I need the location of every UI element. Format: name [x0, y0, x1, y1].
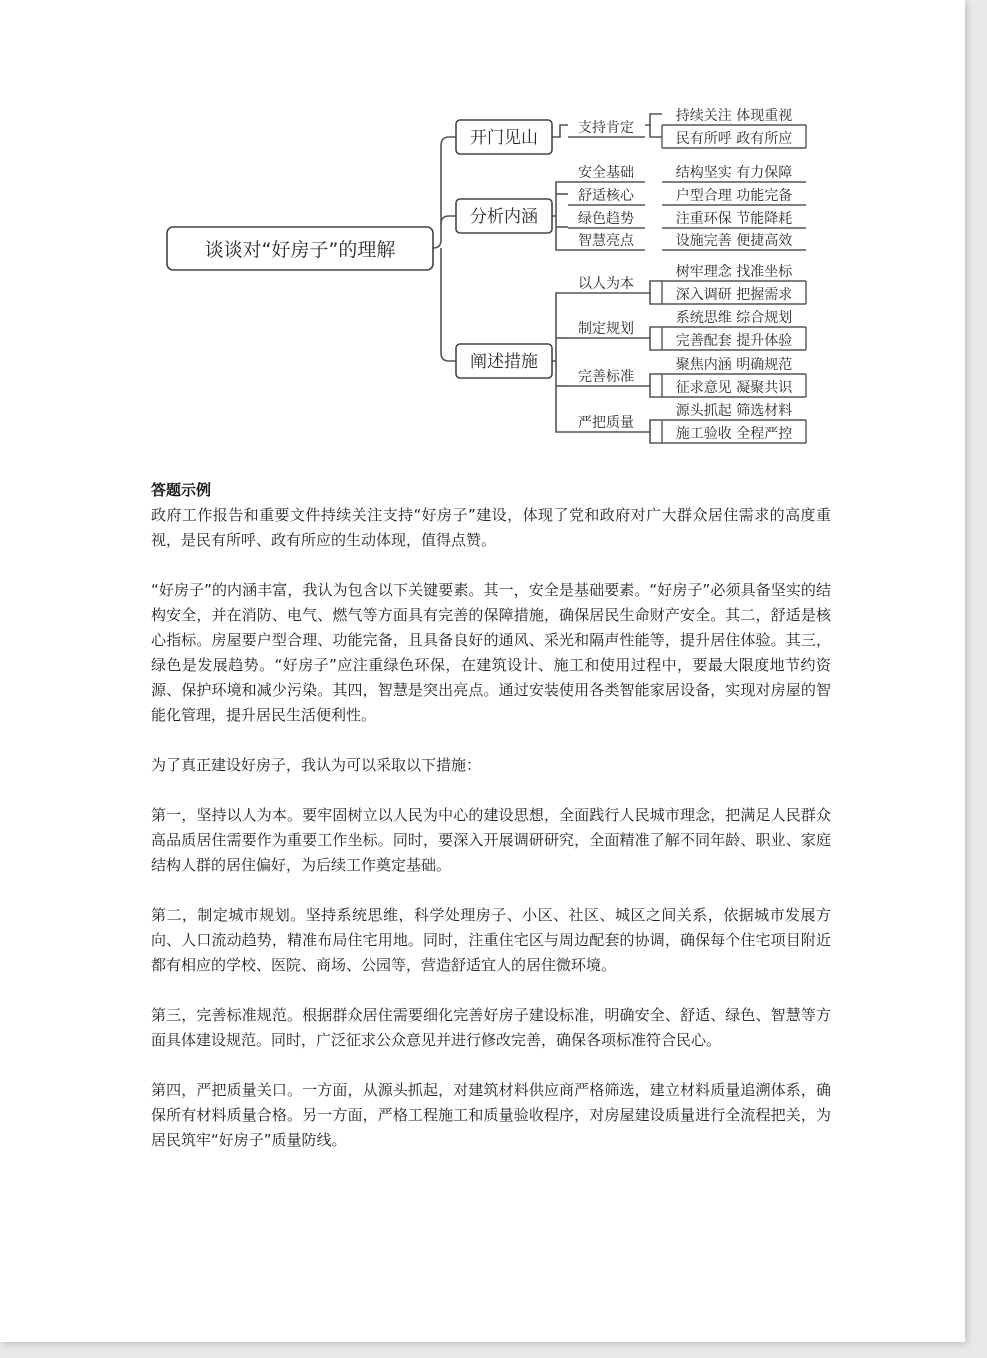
leaf-label: 聚焦内涵 明确规范: [675, 357, 793, 373]
mind-map: [0, 0, 965, 470]
leaf-label: 系统思维 综合规划: [675, 310, 793, 326]
section-heading: 答题示例: [151, 481, 212, 499]
leaf-label: 完善配套 提升体验: [675, 333, 793, 349]
leaf-label: 征求意见 凝聚共识: [675, 380, 793, 396]
leaf-label: 持续关注 体现重视: [675, 108, 793, 124]
branch-label: 开门见山: [470, 128, 538, 148]
group-label: 舒适核心: [578, 188, 634, 204]
leaf-label: 深入调研 把握需求: [675, 287, 793, 303]
mindmap-root: 谈谈对“好房子”的理解: [204, 239, 396, 261]
paragraph: 第一，坚持以人为本。要牢固树立以人民为中心的建设思想，全面践行人民城市理念，把满足人民群众高品质居住需要作为重要工作坐标。同时，要深入开展调研研究，全面精准了解不同年龄、职业、家庭结构人群的居住偏好，为后续工作奠定基础。: [151, 806, 831, 874]
leaf-label: 树牢理念 找准坐标: [675, 264, 793, 280]
paragraph: “好房子”的内涵丰富，我认为包含以下关键要素。其一，安全是基础要素。“好房子”必须具备坚实的结构安全，并在消防、电气、燃气等方面具有完善的保障措施，确保居民生命财产安全。其二，舒适是核心指标。房屋要户型合理、功能完备，且具备良好的通风、采光和隔声性能等，提升居住体验。其三，绿色是发展趋势。“好房子”应注重绿色环保，在建筑设计、施工和使用过程中，要最大限度地节约资源、保护环境和减少污染。其四，智慧是突出亮点。通过安装使用各类智能家居设备，实现对房屋的智能化管理，提升居民生活便利性。: [151, 581, 831, 724]
group-label: 完善标准: [578, 369, 634, 385]
group-label: 严把质量: [578, 415, 634, 431]
paragraph: 为了真正建设好房子，我认为可以采取以下措施：: [151, 756, 482, 774]
branch-label: 分析内涵: [470, 207, 538, 227]
paragraph: 第四，严把质量关口。一方面，从源头抓起，对建筑材料供应商严格筛选，建立材料质量追溯体系，确保所有材料质量合格。另一方面，严格工程施工和质量验收程序，对房屋建设质量进行全流程把关，为居民筑牢“好房子”质量防线。: [151, 1081, 831, 1149]
group-label: 制定规划: [578, 321, 634, 337]
paragraph: 政府工作报告和重要文件持续关注支持“好房子”建设，体现了党和政府对广大群众居住需求的高度重视，是民有所呼、政有所应的生动体现，值得点赞。: [151, 506, 831, 549]
leaf-label: 结构坚实 有力保障: [675, 165, 793, 181]
leaf-label: 民有所呼 政有所应: [675, 131, 793, 147]
answer-example: [151, 478, 831, 1178]
leaf-label: 源头抓起 筛选材料: [675, 403, 793, 419]
group-label: 以人为本: [578, 276, 634, 292]
group-label: 绿色趋势: [578, 211, 634, 227]
leaf-label: 注重环保 节能降耗: [675, 211, 793, 227]
branch-label: 阐述措施: [470, 352, 538, 372]
leaf-label: 设施完善 便捷高效: [675, 233, 793, 249]
paragraph: 第三，完善标准规范。根据群众居住需要细化完善好房子建设标准，明确安全、舒适、绿色、智慧等方面具体建设规范。同时，广泛征求公众意见并进行修改完善，确保各项标准符合民心。: [151, 1006, 831, 1049]
paragraph: 第二，制定城市规划。坚持系统思维，科学处理房子、小区、社区、城区之间关系，依据城市发展方向、人口流动趋势，精准布局住宅用地。同时，注重住宅区与周边配套的协调，确保每个住宅项目附近都有相应的学校、医院、商场、公园等，营造舒适宜人的居住微环境。: [151, 906, 831, 974]
leaf-label: 施工验收 全程严控: [675, 426, 793, 442]
group-label: 智慧亮点: [578, 233, 634, 249]
leaf-label: 户型合理 功能完备: [675, 188, 793, 204]
group-label: 安全基础: [578, 165, 634, 181]
group-label: 支持肯定: [578, 120, 634, 136]
